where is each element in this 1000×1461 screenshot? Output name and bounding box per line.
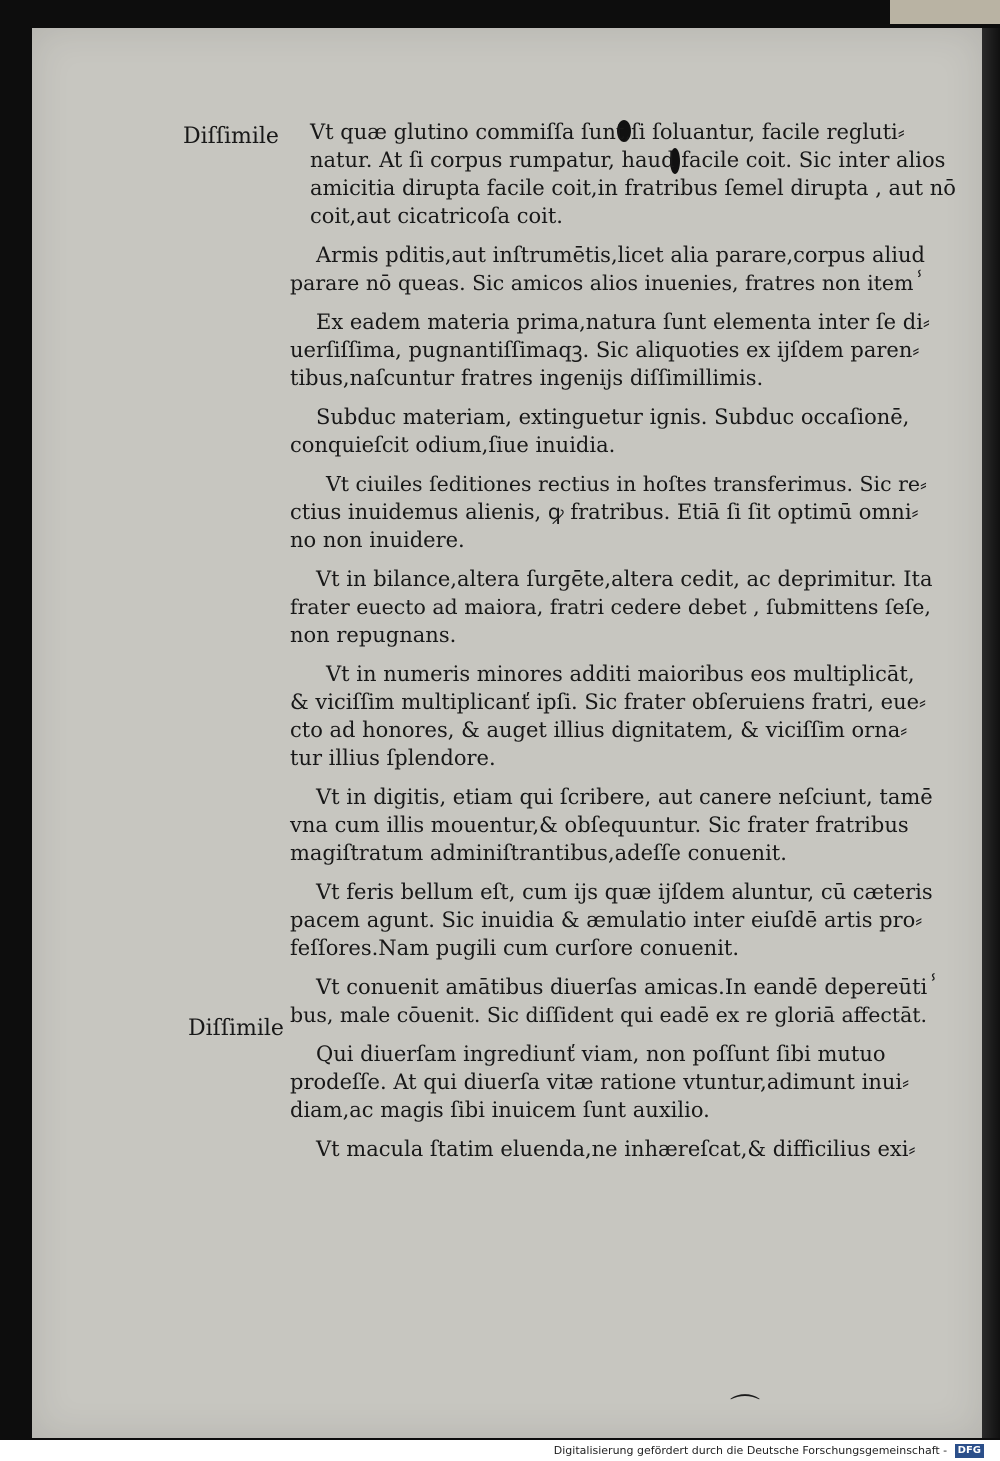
paragraph [290, 660, 940, 772]
text-line: Armis pditis,aut inſtrumētis,licet alia parare,corpus aliud [316, 243, 925, 267]
text-line: ctius inuidemus alienis, ꝙ fratribus. Etiā ſi ſit optimū omni⸗ [290, 500, 919, 524]
text-line: non repugnans. [290, 623, 457, 647]
paragraph [290, 403, 940, 459]
text-line: natur. At ſi corpus rumpatur, haud facile coit. Sic inter alios [310, 148, 946, 172]
footer-text: Digitalisierung gefördert durch die Deutsche Forschungsgemeinschaft - [553, 1444, 948, 1457]
text-line: frater euecto ad maiora, fratri cedere debet , ſubmittens ſeſe, [290, 595, 931, 619]
text-line: prodeſſe. At qui diuerſa vitæ ratione vtuntur,adimunt inui⸗ [290, 1070, 910, 1094]
digitization-footer [0, 1440, 1000, 1461]
text-line: feſſores.Nam pugili cum curſore conuenit. [290, 936, 740, 960]
paragraph [290, 1040, 940, 1124]
paragraph [290, 878, 940, 962]
text-line: magiſtratum adminiſtrantibus,adeſſe conuenit. [290, 841, 787, 865]
text-line: cto ad honores, & auget illius dignitatem, & viciſſim orna⸗ [290, 718, 908, 742]
marginal-note-dissimile: Diſſimile [183, 124, 279, 149]
text-line: diam,ac magis ſibi inuicem ſunt auxilio. [290, 1098, 710, 1122]
text-line: coit,aut cicatricoſa coit. [310, 204, 563, 228]
text-line: Ex eadem materia prima,natura ſunt elementa inter ſe di⸗ [316, 310, 930, 334]
text-line: Qui diuerſam ingrediunť viam, non poſſunt ſibi mutuo [316, 1042, 886, 1066]
text-line: Vt feris bellum eſt, cum ijs quæ ijſdem aluntur, cū cæteris [316, 880, 933, 904]
text-line: no non inuidere. [290, 528, 465, 552]
text-line: bus, male cōuenit. Sic diſſident qui eadē ex re gloriā affectāt. [290, 1003, 928, 1027]
dfg-logo: DFG [955, 1444, 984, 1458]
text-line: Vt in digitis, etiam qui ſcribere, aut canere neſciunt, tamē [316, 785, 933, 809]
text-line: Subduc materiam, extinguetur ignis. Subduc occaſionē, [316, 405, 910, 429]
page-edge [982, 28, 1000, 1438]
main-text [290, 118, 956, 1174]
marginal-note-dissimile-2: Diſſimile [188, 1016, 284, 1041]
text-line: pacem agunt. Sic inuidia & æmulatio inter eiuſdē artis pro⸗ [290, 908, 923, 932]
paragraph [290, 241, 940, 297]
text-line: conquieſcit odium,ſiue inuidia. [290, 433, 616, 457]
text-line: vna cum illis mouentur,& obſequuntur. Sic frater fratribus [290, 813, 909, 837]
text-line: & viciſſim multiplicanť ipſi. Sic frater obſeruiens fratri, eue⸗ [290, 690, 927, 714]
paragraph [290, 1135, 940, 1163]
text-line: Vt in bilance,altera ſurgēte,altera cedit, ac deprimitur. Ita [316, 567, 933, 591]
paragraph [290, 118, 956, 230]
text-line: tur illius ſplendore. [290, 746, 496, 770]
paragraph [290, 565, 940, 649]
top-edge-strip [890, 0, 1000, 24]
text-line: Vt in numeris minores additi maioribus eos multiplicāt, [326, 662, 915, 686]
text-line: Vt macula ſtatim eluenda,ne inhæreſcat,& difficilius exi⸗ [316, 1137, 916, 1161]
text-line: parare nō queas. Sic amicos alios inuenies, fratres non itemⸯ [290, 271, 926, 295]
paragraph [290, 470, 940, 554]
paragraph [290, 973, 940, 1029]
text-line: uerſiſſima, pugnantiſſimaqꝫ. Sic aliquoties ex ijſdem paren⸗ [290, 338, 920, 362]
text-line: tibus,naſcuntur fratres ingenijs diſſimillimis. [290, 366, 764, 390]
text-line: Vt conuenit amātibus diuerſas amicas.In eandē depereūtiⸯ [316, 975, 940, 999]
text-line: Vt ciuiles ſeditiones rectius in hoſtes transferimus. Sic re⸗ [326, 472, 927, 496]
paragraph [290, 308, 940, 392]
text-line: amicitia dirupta facile coit,in fratribus ſemel dirupta , aut nō [310, 176, 956, 200]
paragraph [290, 783, 940, 867]
catchword-mark: ⌒ [730, 1393, 760, 1428]
text-line: Vt quæ glutino commiſſa ſunt,ſi ſoluantur, facile regluti⸗ [310, 120, 905, 144]
